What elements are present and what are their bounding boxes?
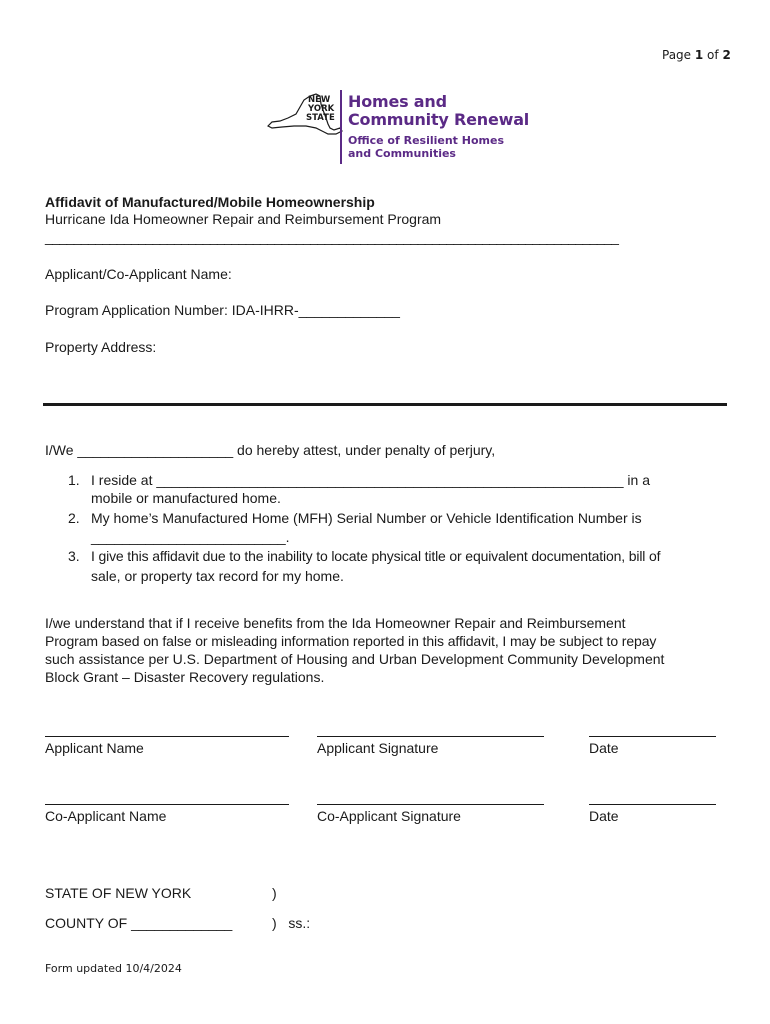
paragraph-line: such assistance per U.S. Department of Housing and Urban Development Community Development — [45, 651, 665, 667]
logo-line-3: Office of Resilient Homes — [348, 134, 505, 147]
applicant-name-line[interactable] — [45, 736, 289, 737]
paragraph-line: I/we understand that if I receive benefits from the Ida Homeowner Repair and Reimbursement — [45, 615, 626, 631]
logo-state-line-1: NEW — [308, 95, 331, 105]
applicant-date-label: Date — [589, 740, 619, 756]
notary-ss: ) ss.: — [272, 915, 311, 931]
list-item-2-line-2: _________________________. — [91, 529, 290, 545]
logo-state-line-2: YORK — [308, 104, 335, 114]
applicant-signature-line[interactable] — [317, 736, 544, 737]
header-underline: ________________________________________________________________________________ — [45, 229, 619, 245]
property-address-field: Property Address: — [45, 339, 157, 355]
applicant-signature-label: Applicant Signature — [317, 740, 439, 756]
list-item-2-line-1: My home’s Manufactured Home (MFH) Serial Number or Vehicle Identification Number is — [91, 510, 642, 526]
logo-divider — [340, 90, 342, 164]
logo-line-1: Homes and — [348, 92, 447, 111]
paragraph-line: Block Grant – Disaster Recovery regulations. — [45, 669, 325, 685]
co-applicant-signature-label: Co-Applicant Signature — [317, 808, 461, 824]
logo-line-2: Community Renewal — [348, 110, 530, 129]
co-applicant-name-line[interactable] — [45, 804, 289, 805]
co-applicant-date-label: Date — [589, 808, 619, 824]
attest-statement: I/We ____________________ do hereby attest, under penalty of perjury, — [45, 442, 496, 458]
list-number: 2. — [68, 510, 80, 526]
document-title: Affidavit of Manufactured/Mobile Homeownership — [45, 194, 375, 210]
notary-county: COUNTY OF _____________ — [45, 915, 233, 931]
logo-line-4: and Communities — [348, 147, 456, 160]
list-item-1-line-1: I reside at ____________________________________________________________ in a — [91, 472, 650, 488]
co-applicant-signature-line[interactable] — [317, 804, 544, 805]
list-item-3-line-2: sale, or property tax record for my home. — [91, 568, 344, 584]
logo-state-line-3: STATE — [306, 113, 335, 123]
paragraph-line: Program based on false or misleading information reported in this affidavit, I may be subject to repay — [45, 633, 657, 649]
section-divider — [43, 403, 727, 406]
list-item-3-line-1: I give this affidavit due to the inability to locate physical title or equivalent documentation, bill of — [91, 548, 661, 564]
list-number: 3. — [68, 548, 80, 564]
list-number: 1. — [68, 472, 80, 488]
notary-state: STATE OF NEW YORK — [45, 885, 192, 901]
document-subtitle: Hurricane Ida Homeowner Repair and Reimbursement Program — [45, 211, 442, 227]
notary-paren: ) — [272, 885, 277, 901]
co-applicant-name-label: Co-Applicant Name — [45, 808, 167, 824]
program-number-field: Program Application Number: IDA-IHRR-_____________ — [45, 302, 400, 318]
applicant-date-line[interactable] — [589, 736, 716, 737]
page-number: Page 1 of 2 — [662, 48, 731, 62]
co-applicant-date-line[interactable] — [589, 804, 716, 805]
list-item-1-line-2: mobile or manufactured home. — [91, 490, 281, 506]
form-updated-footer: Form updated 10/4/2024 — [45, 962, 182, 975]
applicant-name-field: Applicant/Co-Applicant Name: — [45, 266, 232, 282]
applicant-name-label: Applicant Name — [45, 740, 144, 756]
